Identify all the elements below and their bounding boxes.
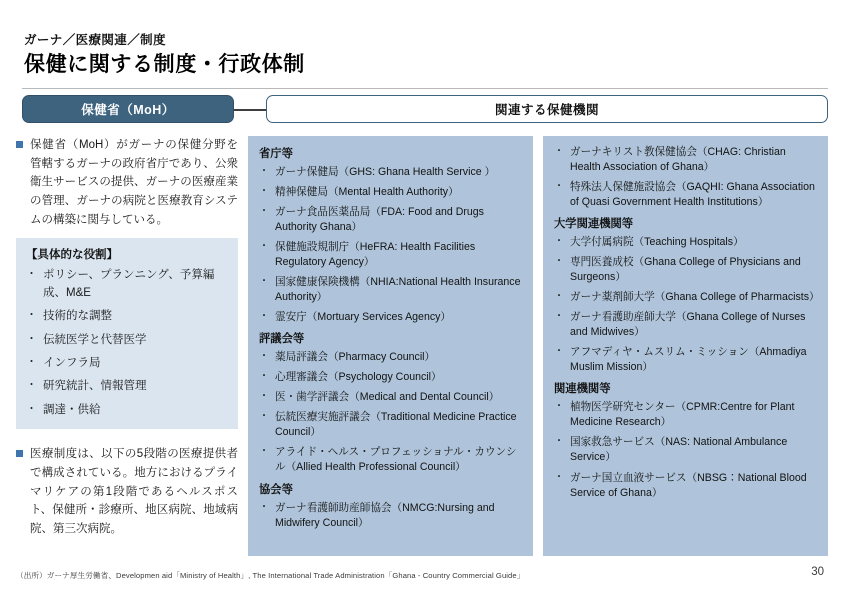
- role-item-label: ポリシー、プランニング、予算編成、M&E: [43, 269, 215, 299]
- list-item: [554, 400, 818, 430]
- group-heading-related-institutions: 関連機関等: [554, 383, 611, 396]
- item-label: 薬局評議会（Pharmacy Council）: [275, 351, 436, 364]
- item-label: 医・歯学評議会（Medical and Dental Council）: [275, 391, 500, 404]
- dot-bullet-icon: ・: [554, 181, 564, 193]
- dot-bullet-icon: ・: [554, 346, 564, 358]
- item-label: ガーナ看護助産師大学（Ghana College of Nurses and Midwives）: [570, 311, 806, 339]
- roles-panel: [16, 238, 238, 429]
- item-label: 伝統医療実施評議会（Traditional Medicine Practice Council）: [275, 411, 517, 439]
- dot-bullet-icon: ・: [259, 391, 269, 403]
- breadcrumb-kicker: ガーナ／医療関連／制度: [24, 33, 166, 47]
- list-item: [259, 240, 523, 270]
- item-label: 国家健康保険機構（NHIA:National Health Insurance Authority）: [275, 276, 521, 304]
- role-item-label: 研究統計、情報管理: [43, 380, 147, 393]
- list-item: [554, 145, 818, 175]
- dot-bullet-icon: ・: [259, 186, 269, 198]
- item-label: ガーナ看護師助産師協会（NMCG:Nursing and Midwifery Council）: [275, 501, 495, 529]
- second-paragraph-text: 医療制度は、以下の5段階の医療提供者で構成されている。地方におけるプライマリケアの第1段階であるヘルスポスト、保健所・診療所、地区病院、地域病院、第三次病院。: [30, 448, 238, 535]
- role-item-label: 調達・供給: [43, 403, 101, 416]
- dot-bullet-icon: ・: [259, 446, 269, 458]
- item-label: ガーナキリスト教保健協会（CHAG: Christian Health Association of Ghana）: [570, 146, 786, 174]
- page-number: 30: [811, 566, 824, 578]
- councils-list: [259, 350, 523, 475]
- dot-bullet-icon: ・: [259, 241, 269, 253]
- lead-paragraph-block: [16, 136, 238, 229]
- role-item-label: 技術的な調整: [43, 310, 112, 323]
- list-item: [554, 255, 818, 285]
- list-item: [554, 471, 818, 501]
- dot-bullet-icon: ・: [554, 311, 564, 323]
- dot-bullet-icon: ・: [554, 236, 564, 248]
- list-item: [26, 332, 228, 349]
- item-label: ガーナ薬剤師大学（Ghana College of Pharmacists）: [570, 291, 820, 304]
- moh-box: [22, 95, 234, 123]
- list-item: [259, 165, 523, 180]
- list-item: [26, 355, 228, 372]
- list-item: [26, 378, 228, 395]
- associations-list: [259, 501, 523, 531]
- role-item-label: 伝統医学と代替医学: [43, 333, 147, 346]
- dot-bullet-icon: ・: [259, 411, 269, 423]
- list-item: [26, 402, 228, 419]
- dot-bullet-icon: ・: [554, 471, 564, 483]
- item-label: 国家救急サービス（NAS: National Ambulance Service）: [570, 436, 788, 464]
- associations-continued-list: [554, 145, 818, 210]
- related-institutions-list: [554, 400, 818, 500]
- list-item: [554, 345, 818, 375]
- dot-bullet-icon: ・: [26, 379, 37, 392]
- group-heading-associations: 協会等: [259, 483, 293, 496]
- list-item: [259, 370, 523, 385]
- item-label: 植物医学研究センター（CPMR:Centre for Plant Medicine Research）: [570, 401, 795, 429]
- item-label: 精神保健局（Mental Health Authority）: [275, 186, 459, 199]
- list-item: [259, 350, 523, 365]
- item-label: アフマディヤ・ムスリム・ミッション（Ahmadiya Muslim Mission）: [570, 346, 807, 374]
- list-item: [554, 310, 818, 340]
- related-agencies-box: [266, 95, 828, 123]
- roles-heading: 【具体的な役割】: [26, 249, 118, 262]
- source-note: （出所）ガーナ厚生労働省、Developmen aid「Ministry of Health」, The International Trade Administration「Ghana - Country Commercial Guide」: [16, 571, 525, 580]
- list-item: [554, 435, 818, 465]
- box-connector-line: [234, 109, 266, 111]
- list-item: [554, 290, 818, 305]
- item-label: 心理審議会（Psychology Council）: [275, 371, 442, 384]
- related-organizations-panel: [543, 136, 828, 556]
- title-divider: [22, 88, 828, 89]
- second-paragraph-block: [16, 445, 238, 538]
- item-label: 専門医養成校（Ghana College of Physicians and Surgeons）: [570, 256, 801, 284]
- list-item: [259, 445, 523, 475]
- group-heading-ministries: 省庁等: [259, 148, 293, 160]
- moh-box-label: 保健省（MoH）: [81, 103, 175, 117]
- square-bullet-icon: [16, 141, 23, 148]
- universities-list: [554, 235, 818, 375]
- dot-bullet-icon: ・: [259, 351, 269, 363]
- list-item: [259, 410, 523, 440]
- role-item-label: インフラ局: [43, 357, 101, 369]
- group-heading-councils: 評議会等: [259, 333, 305, 346]
- list-item: [259, 185, 523, 200]
- ministries-panel: [248, 136, 533, 556]
- list-item: [26, 308, 228, 325]
- list-item: [259, 501, 523, 531]
- page-title: 保健に関する制度・行政体制: [24, 53, 305, 76]
- list-item: [259, 205, 523, 235]
- lead-paragraph-text: 保健省（MoH）がガーナの保健分野を管轄するガーナの政府省庁であり、公衆衛生サービスの提供、ガーナの医療産業の管理、ガーナの病院と医療教育システムの構築に関与している。: [30, 139, 238, 226]
- item-label: ガーナ保健局（GHS: Ghana Health Service ）: [275, 166, 496, 178]
- dot-bullet-icon: ・: [554, 256, 564, 268]
- dot-bullet-icon: ・: [554, 401, 564, 413]
- dot-bullet-icon: ・: [26, 356, 37, 368]
- item-label: ガーナ食品医薬品局（FDA: Food and Drugs Authority Ghana）: [275, 206, 484, 234]
- list-item: [259, 310, 523, 325]
- list-item: [554, 180, 818, 210]
- dot-bullet-icon: ・: [259, 166, 269, 177]
- list-item: [554, 235, 818, 250]
- item-label: 保健施設規制庁（HeFRA: Health Facilities Regulatory Agency）: [275, 241, 476, 269]
- item-label: 大学付属病院（Teaching Hospitals）: [570, 236, 744, 249]
- dot-bullet-icon: ・: [554, 291, 564, 303]
- item-label: 特殊法人保健施設協会（GAQHI: Ghana Association of Quasi Government Health Institutions）: [570, 181, 815, 209]
- dot-bullet-icon: ・: [259, 311, 269, 323]
- list-item: [26, 267, 228, 302]
- item-label: アライド・ヘルス・プロフェッショナル・カウンシル（Allied Health Professional Council）: [275, 446, 517, 474]
- dot-bullet-icon: ・: [259, 276, 269, 288]
- item-label: 霊安庁（Mortuary Services Agency）: [275, 311, 452, 324]
- dot-bullet-icon: ・: [26, 332, 37, 345]
- dot-bullet-icon: ・: [259, 371, 269, 383]
- list-item: [259, 390, 523, 405]
- left-column: [16, 136, 238, 539]
- group-heading-universities: 大学関連機関等: [554, 218, 634, 231]
- ministries-list: [259, 165, 523, 325]
- square-bullet-icon: [16, 450, 23, 457]
- dot-bullet-icon: ・: [26, 268, 37, 281]
- dot-bullet-icon: ・: [554, 146, 564, 157]
- dot-bullet-icon: ・: [554, 436, 564, 448]
- dot-bullet-icon: ・: [259, 206, 269, 218]
- dot-bullet-icon: ・: [26, 402, 37, 415]
- roles-list: [26, 267, 228, 419]
- dot-bullet-icon: ・: [26, 309, 37, 322]
- related-agencies-label: 関連する保健機関: [494, 103, 599, 117]
- dot-bullet-icon: ・: [259, 501, 269, 513]
- list-item: [259, 275, 523, 305]
- item-label: ガーナ国立血液サービス（NBSG：National Blood Service of Ghana）: [570, 471, 807, 499]
